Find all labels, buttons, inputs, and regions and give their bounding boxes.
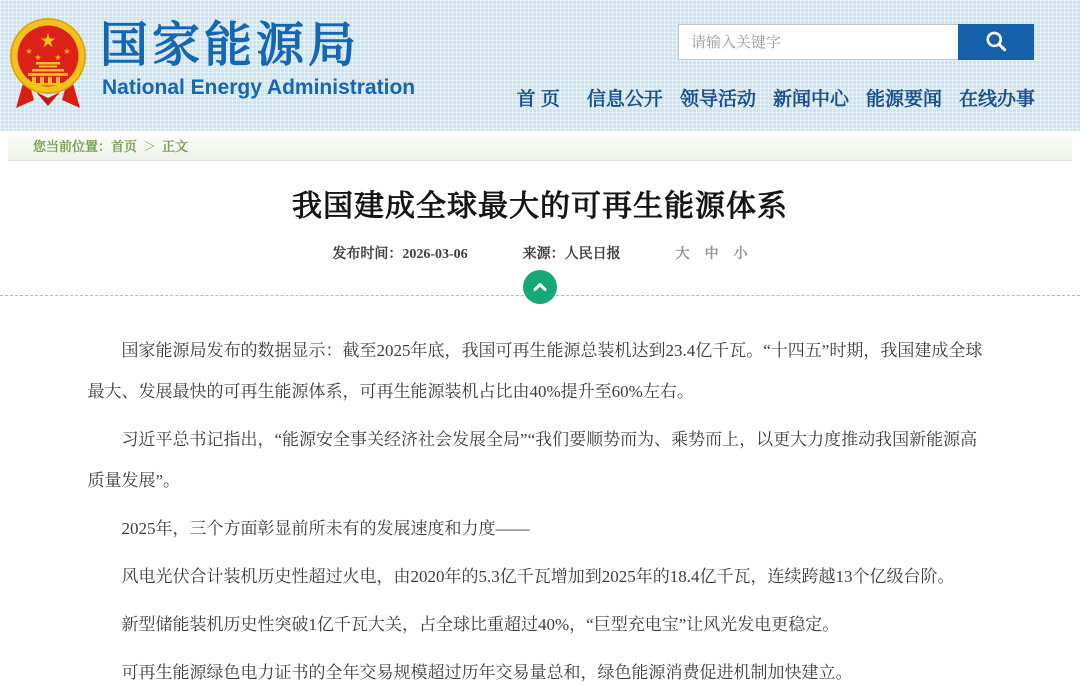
svg-text:★: ★ [25,47,33,56]
svg-text:★: ★ [39,31,57,52]
site-title-zh: 国家能源局 [100,19,361,72]
source-label: 来源： [522,247,565,262]
svg-text:★: ★ [54,53,62,62]
site-header [0,0,1080,131]
nav-item-leader-activities[interactable]: 领导活动 [679,89,756,110]
article-divider [0,295,1080,296]
publish-time [332,243,467,263]
site-brand [100,18,415,100]
collapse-button[interactable] [523,270,557,304]
nav-item-home[interactable]: 首 页 [516,89,560,110]
article-body [88,296,993,693]
site-logo-link[interactable] [8,14,88,112]
font-size-small-button[interactable]: 小 [733,247,748,262]
search-input[interactable] [678,24,958,60]
font-size-large-button[interactable]: 大 [675,247,690,262]
breadcrumb-current: 正文 [162,139,189,154]
nav-item-news-center[interactable]: 新闻中心 [772,89,849,110]
article-source [523,243,621,263]
publish-time-label: 发布时间： [332,247,403,262]
publish-time-value: 2026-03-06 [402,247,468,262]
font-size-controls [676,243,748,263]
article [0,161,1080,693]
svg-text:★: ★ [63,47,71,56]
search-button[interactable] [958,24,1034,60]
article-title: 我国建成全球最大的可再生能源体系 [292,190,788,223]
article-paragraph: 风电光伏合计装机历史性超过火电，由2020年的5.3亿千瓦增加到2025年的18.4亿千瓦，连续跨越13个亿级台阶。 [121,567,955,586]
nav-item-online-services[interactable]: 在线办事 [958,89,1035,110]
search-icon [983,29,1009,55]
main-nav [517,84,1035,111]
article-paragraph: 2025年，三个方面彰显前所未有的发展速度和力度—— [121,519,530,538]
source-value: 人民日报 [564,247,621,262]
breadcrumb [8,131,1072,161]
svg-text:★: ★ [34,53,42,62]
site-title-en: National Energy Administration [102,76,416,99]
article-paragraph: 习近平总书记指出，“能源安全事关经济社会发展全局”“我们要顺势而为、乘势而上，以更大力度推动我国新能源高质量发展”。 [87,430,978,490]
search-bar [678,24,1034,60]
article-paragraph: 新型储能装机历史性突破1亿千瓦大关，占全球比重超过40%，“巨型充电宝”让风光发电更稳定。 [121,615,840,634]
breadcrumb-separator: ＞ [143,139,157,154]
national-emblem-icon [8,14,88,112]
article-paragraph: 可再生能源绿色电力证书的全年交易规模超过历年交易量总和，绿色能源消费促进机制加快建立。 [121,663,853,682]
breadcrumb-label: 您当前位置： [33,139,112,154]
nav-item-energy-news[interactable]: 能源要闻 [865,89,942,110]
chevron-up-icon [529,276,551,298]
breadcrumb-home-link[interactable]: 首页 [111,139,138,154]
font-size-medium-button[interactable]: 中 [704,247,719,262]
article-meta [0,243,1080,263]
nav-item-info-disclosure[interactable]: 信息公开 [586,89,663,110]
article-paragraph: 国家能源局发布的数据显示：截至2025年底，我国可再生能源总装机达到23.4亿千瓦。“十四五”时期，我国建成全球最大、发展最快的可再生能源体系，可再生能源装机占比由40%提升至60%左右。 [87,341,983,401]
